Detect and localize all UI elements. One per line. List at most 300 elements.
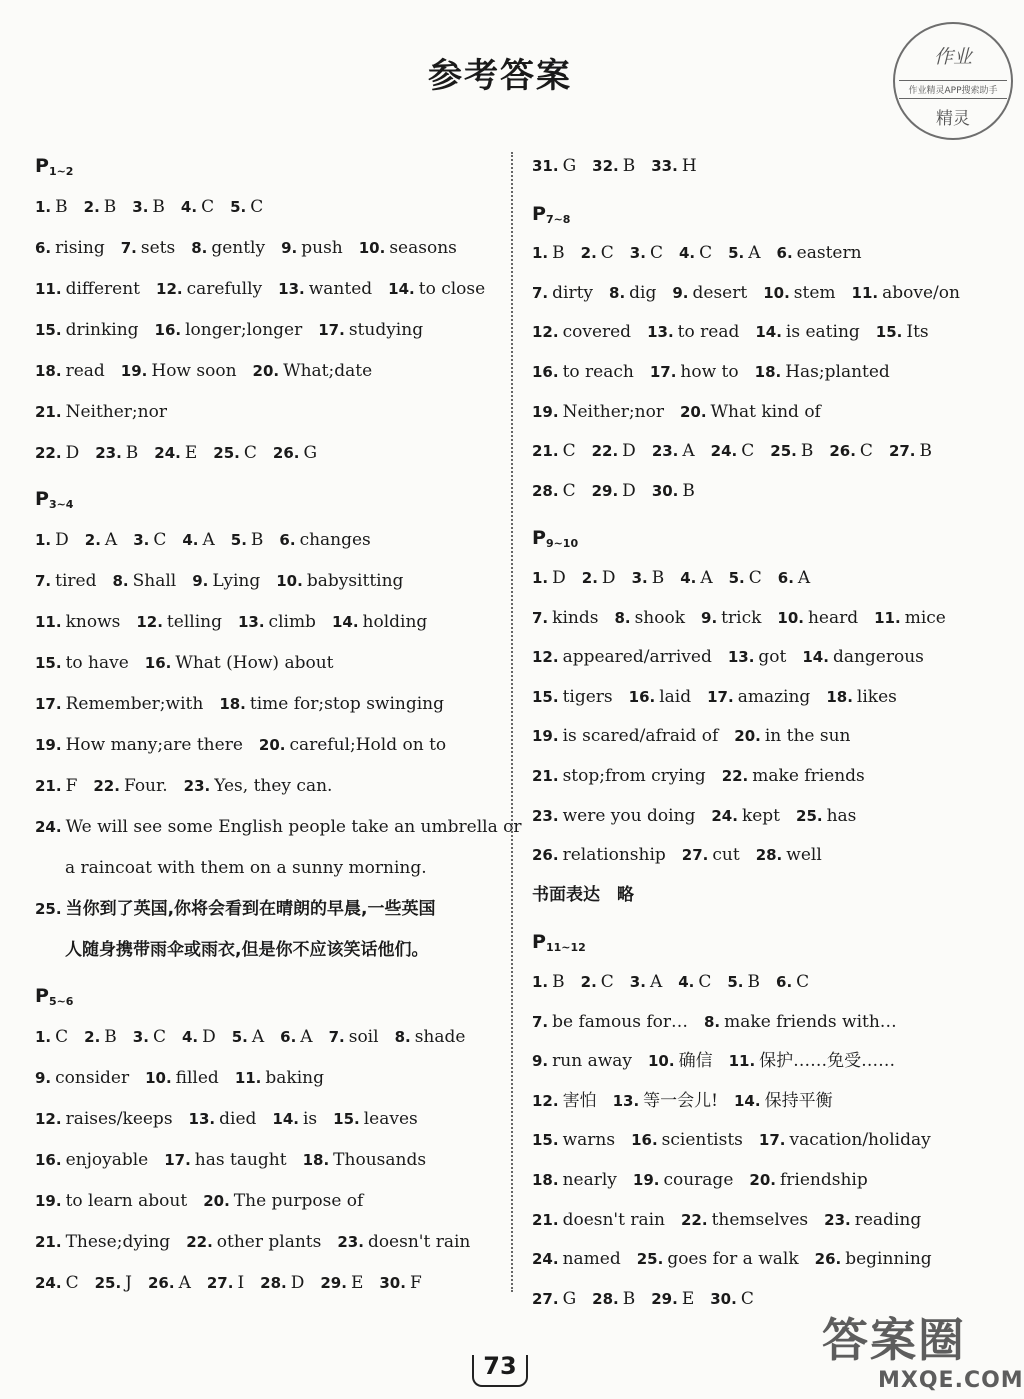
- answer-text: Four.: [123, 776, 168, 796]
- answer-text: above/on: [882, 282, 960, 303]
- answer-text: shade: [414, 1027, 466, 1047]
- question-number: 8.: [394, 1028, 411, 1046]
- question-number: 14.: [331, 613, 359, 631]
- answer-line: [532, 1287, 770, 1311]
- answer-text: C: [250, 197, 264, 217]
- answer-item: [652, 441, 695, 461]
- question-number: 28.: [260, 1274, 287, 1292]
- answer-text: C: [201, 197, 215, 217]
- answer-item: [889, 441, 932, 461]
- question-number: 19.: [120, 362, 148, 380]
- question-number: 15.: [532, 1131, 559, 1150]
- answer-line: [35, 1189, 379, 1213]
- answer-item: [203, 1191, 363, 1211]
- section-letter: P: [532, 202, 546, 225]
- answer-text: well: [786, 845, 822, 866]
- question-number: 1.: [35, 531, 52, 549]
- answer-item: [184, 776, 333, 796]
- answer-line: [532, 320, 945, 344]
- answer-text: B: [622, 156, 636, 176]
- answer-text: E: [350, 1273, 364, 1293]
- answer-item: [259, 735, 446, 755]
- answer-item: [154, 443, 197, 463]
- answer-text: 保持平衡: [764, 1090, 833, 1111]
- question-number: 25.: [796, 806, 823, 825]
- answer-item: [631, 1130, 743, 1150]
- question-number: 9.: [532, 1052, 549, 1071]
- answer-item: [614, 608, 685, 628]
- answer-item: [35, 1191, 187, 1211]
- answer-text: C: [600, 243, 614, 264]
- answer-text: C: [153, 530, 167, 550]
- answer-line: [532, 804, 872, 828]
- answer-text: F: [65, 776, 78, 796]
- question-number: 1.: [532, 569, 549, 587]
- answer-item: [532, 402, 664, 422]
- answer-item: [260, 1273, 304, 1293]
- answer-text: E: [184, 443, 198, 463]
- answer-text: got: [758, 647, 787, 668]
- answer-item: [532, 1051, 632, 1071]
- answer-item: [192, 571, 260, 591]
- answer-text: B: [250, 530, 264, 550]
- answer-item: [637, 1249, 799, 1269]
- answer-text: These;dying: [65, 1232, 171, 1252]
- answer-item: [164, 1150, 286, 1170]
- question-number: 15.: [875, 323, 903, 342]
- question-number: 7.: [328, 1028, 345, 1046]
- answer-item: [148, 1273, 191, 1293]
- question-number: 11.: [874, 608, 901, 627]
- question-number: 26.: [148, 1274, 175, 1292]
- question-number: 3.: [132, 198, 149, 216]
- question-number: 29.: [651, 1289, 678, 1308]
- answer-item: [592, 441, 636, 461]
- answer-line: [35, 277, 501, 301]
- answer-text: J: [125, 1273, 132, 1293]
- answer-item: [388, 279, 485, 299]
- answer-text: named: [562, 1249, 621, 1270]
- answer-text: appeared/arrived: [562, 647, 712, 668]
- answer-item: [755, 362, 890, 382]
- answer-item: [629, 687, 691, 707]
- answer-item: [680, 402, 821, 422]
- answer-item: [35, 443, 79, 463]
- question-number: 14.: [272, 1110, 299, 1128]
- answer-item: [532, 1289, 576, 1309]
- answer-item: [35, 571, 96, 591]
- answer-text: C: [65, 1273, 79, 1293]
- answer-text: leaves: [363, 1109, 418, 1129]
- answer-text: dig: [629, 282, 657, 303]
- answer-item: [633, 1170, 734, 1190]
- answer-item: [35, 402, 167, 422]
- answer-item: [35, 1109, 173, 1129]
- question-number: 23.: [651, 442, 679, 461]
- answer-text: G: [562, 1288, 577, 1309]
- question-number: 24.: [35, 1274, 62, 1292]
- answer-line: [532, 1089, 849, 1113]
- answer-item: [84, 1027, 117, 1047]
- question-number: 5.: [728, 244, 745, 263]
- question-number: 14.: [734, 1091, 761, 1110]
- answer-item: [648, 1051, 713, 1071]
- answer-text: covered: [562, 322, 632, 343]
- answer-text: enjoyable: [65, 1150, 149, 1170]
- question-number: 24.: [154, 444, 181, 462]
- answer-item: [852, 283, 960, 303]
- question-number: 23.: [183, 777, 211, 795]
- answer-item: [581, 243, 614, 263]
- answer-item: [824, 1210, 921, 1230]
- question-number: 1.: [532, 973, 549, 991]
- question-number: 20.: [749, 1171, 776, 1189]
- question-number: 12.: [136, 613, 163, 631]
- answer-text: C: [698, 972, 712, 992]
- answer-line: [532, 1168, 884, 1192]
- answer-text: 害怕: [562, 1090, 597, 1111]
- question-number: 16.: [532, 363, 559, 381]
- question-number: 18.: [754, 363, 782, 381]
- question-number: 23.: [824, 1210, 851, 1229]
- answer-text: 确信: [678, 1051, 713, 1072]
- answer-item: [133, 1027, 166, 1047]
- question-number: 26.: [814, 1250, 842, 1269]
- answer-item: [678, 972, 711, 992]
- answer-text: doesn't rain: [367, 1232, 471, 1252]
- answer-text: C: [55, 1027, 69, 1047]
- answer-text: B: [125, 443, 139, 463]
- answer-item: [532, 283, 593, 303]
- question-number: 11.: [234, 1069, 262, 1087]
- question-number: 30.: [379, 1274, 406, 1292]
- question-number: 16.: [144, 654, 172, 672]
- question-number: 2.: [84, 1028, 101, 1046]
- stamp-text-top: 作业: [933, 46, 972, 68]
- question-number: 4.: [678, 973, 695, 991]
- answer-line: [532, 645, 940, 669]
- answer-text: A: [797, 568, 811, 588]
- section-heading: [532, 930, 586, 960]
- answer-text: to close: [418, 279, 486, 299]
- answer-text: to have: [65, 653, 129, 673]
- answer-text: D: [290, 1273, 305, 1293]
- answer-item: [231, 530, 264, 550]
- answer-item: [532, 972, 565, 992]
- question-number: 8.: [704, 1012, 721, 1031]
- question-number: 17.: [318, 321, 345, 339]
- question-number: 23.: [337, 1233, 364, 1251]
- answer-text: to learn about: [65, 1191, 188, 1211]
- answer-text: A: [202, 530, 215, 550]
- question-number: 27.: [888, 442, 916, 461]
- answer-text: soil: [348, 1027, 379, 1047]
- answer-item: [95, 443, 138, 463]
- answer-item: [711, 806, 780, 826]
- answer-item: [121, 238, 175, 258]
- answer-item: [729, 1051, 896, 1071]
- answer-item: [681, 1210, 808, 1230]
- answer-item: [156, 279, 262, 299]
- section-letter: P: [532, 527, 546, 550]
- answer-item: [35, 817, 521, 837]
- question-number: 11.: [35, 280, 62, 298]
- page-number: 73: [472, 1347, 528, 1387]
- answer-item: [219, 694, 444, 714]
- answer-item: [320, 1273, 363, 1293]
- answer-item: [532, 362, 634, 382]
- answer-line: [35, 1025, 481, 1049]
- answer-item: [279, 530, 370, 550]
- question-number: 18.: [302, 1151, 330, 1169]
- answer-item: [707, 687, 810, 707]
- question-number: 13.: [278, 280, 305, 298]
- answer-text: C: [152, 1027, 166, 1047]
- question-number: 18.: [532, 1171, 559, 1189]
- answer-text: were you doing: [562, 805, 696, 826]
- answer-item: [874, 608, 946, 628]
- question-number: 3.: [631, 569, 648, 587]
- answer-item: [876, 322, 929, 342]
- answer-text: has: [826, 805, 857, 826]
- question-number: 31.: [532, 157, 559, 175]
- answer-item: [532, 845, 666, 865]
- answer-text: warns: [562, 1130, 616, 1151]
- question-number: 10.: [763, 283, 790, 302]
- answer-item: [155, 320, 303, 340]
- section-letter: P: [35, 488, 49, 510]
- answer-text: A: [649, 972, 663, 992]
- question-number: 24.: [711, 806, 738, 825]
- answer-item: [121, 361, 237, 381]
- question-number: 26.: [272, 444, 300, 462]
- question-number: 19.: [35, 1192, 62, 1210]
- answer-text: knows: [65, 612, 121, 632]
- answer-item: [532, 608, 598, 628]
- answer-text: C: [748, 568, 762, 588]
- answer-line: [35, 441, 333, 465]
- question-number: 8.: [112, 572, 129, 590]
- question-number: 3.: [133, 531, 150, 549]
- question-number: 28.: [755, 846, 783, 865]
- answer-text: read: [65, 361, 105, 381]
- answer-item: [35, 653, 129, 673]
- question-number: 27.: [681, 846, 709, 865]
- answer-item: [734, 1091, 833, 1111]
- answer-text: B: [103, 197, 117, 217]
- answer-text: carefully: [186, 279, 263, 299]
- question-number: 9.: [281, 239, 298, 257]
- answer-item: [35, 899, 436, 919]
- answer-text: heard: [807, 607, 859, 628]
- answer-text: Remember;with: [65, 694, 204, 714]
- answer-item: [763, 283, 835, 303]
- question-number: 19.: [35, 736, 62, 754]
- answer-text: Shall: [132, 571, 177, 591]
- question-number: 17.: [164, 1151, 191, 1169]
- answer-line: [532, 1128, 947, 1152]
- answer-text: Lying: [212, 571, 261, 591]
- question-number: 5.: [230, 198, 247, 216]
- answer-item: [829, 441, 873, 461]
- answer-text: F: [409, 1273, 422, 1293]
- answer-text: I: [237, 1273, 245, 1293]
- answer-text: filled: [175, 1068, 219, 1088]
- answer-line: [532, 843, 838, 867]
- answer-line: [35, 318, 439, 342]
- answer-text: stop;from crying: [562, 766, 706, 786]
- answer-text: Neither;nor: [65, 402, 167, 422]
- answer-item: [132, 197, 165, 217]
- question-number: 27.: [532, 1289, 559, 1308]
- answer-text: eastern: [796, 243, 862, 264]
- question-number: 5.: [728, 569, 745, 587]
- answer-item: [679, 243, 712, 263]
- question-number: 1.: [35, 1028, 52, 1046]
- answer-text: tired: [55, 571, 97, 591]
- answer-text: mice: [904, 607, 946, 628]
- answer-item: [35, 694, 203, 714]
- question-number: 13.: [612, 1091, 640, 1110]
- answer-item: [592, 481, 636, 501]
- answer-item: [532, 243, 565, 263]
- answer-text: how to: [680, 362, 739, 382]
- answer-item: [35, 1150, 148, 1170]
- answer-item: [532, 441, 576, 461]
- question-number: 12.: [532, 323, 559, 342]
- answer-text: run away: [552, 1051, 632, 1072]
- answer-item: [755, 322, 859, 342]
- answer-item: [532, 726, 718, 746]
- answer-text: friendship: [779, 1170, 868, 1190]
- answer-item: [35, 279, 140, 299]
- answer-text: G: [562, 156, 577, 176]
- answer-line: [532, 154, 713, 178]
- answer-text: A: [300, 1027, 313, 1047]
- answer-text: C: [562, 480, 576, 501]
- question-number: 9.: [35, 1069, 52, 1087]
- answer-text: B: [552, 972, 565, 992]
- answer-item: [532, 687, 613, 707]
- answer-text: studying: [348, 320, 424, 340]
- answer-text: holding: [362, 612, 428, 632]
- answer-text: careful;Hold on to: [289, 735, 447, 755]
- question-number: 16.: [631, 1131, 658, 1150]
- question-number: 10.: [276, 572, 303, 590]
- question-number: 11.: [728, 1052, 756, 1071]
- question-number: 7.: [532, 283, 549, 302]
- answer-line: [35, 815, 537, 839]
- answer-text: How soon: [151, 361, 237, 381]
- question-number: 3.: [629, 244, 646, 263]
- answer-text: themselves: [711, 1209, 809, 1230]
- answer-text: babysitting: [306, 571, 404, 591]
- answer-text: D: [202, 1027, 216, 1047]
- question-number: 4.: [680, 569, 697, 587]
- question-number: 6.: [35, 239, 52, 257]
- answer-text: dangerous: [832, 647, 924, 668]
- question-number: 9.: [701, 608, 718, 627]
- question-number: 14.: [755, 323, 782, 342]
- question-number: 8.: [614, 608, 631, 627]
- answer-text: A: [104, 530, 118, 550]
- answer-line: [35, 1271, 438, 1295]
- answer-item: [613, 1091, 718, 1111]
- question-number: 5.: [727, 973, 744, 991]
- section-heading: [35, 984, 73, 1014]
- answer-item: [182, 530, 214, 550]
- question-number: 20.: [679, 402, 707, 421]
- answer-item: [303, 1150, 426, 1170]
- answer-item: [182, 1027, 216, 1047]
- answer-item: [280, 1027, 312, 1047]
- section-page-range: 5~6: [48, 995, 74, 1008]
- answer-item: [592, 1289, 635, 1309]
- answer-item: [778, 568, 810, 588]
- answer-item: [728, 647, 787, 667]
- question-number: 7.: [532, 1012, 549, 1031]
- answer-line: [35, 897, 452, 921]
- answer-item: [650, 362, 739, 382]
- answer-item: [230, 197, 263, 217]
- question-number: 7.: [35, 572, 52, 590]
- answer-line: [35, 651, 349, 675]
- answer-line: [35, 359, 388, 383]
- answer-item: [770, 441, 813, 461]
- answer-item: [776, 972, 809, 992]
- answer-text: push: [301, 238, 343, 258]
- section-heading: [35, 154, 73, 184]
- question-number: 18.: [826, 687, 853, 706]
- question-number: 8.: [191, 239, 208, 257]
- question-number: 29.: [320, 1274, 347, 1292]
- question-number: 13.: [727, 648, 755, 667]
- answer-text: make friends with…: [724, 1011, 897, 1032]
- answer-item: [332, 612, 427, 632]
- question-number: 13.: [647, 323, 674, 342]
- answer-text: B: [747, 972, 761, 992]
- answer-item: [145, 1068, 219, 1088]
- answer-text: We will see some English people take an umbrella or: [65, 817, 522, 837]
- answer-line: [532, 281, 976, 305]
- answer-line: [532, 360, 906, 384]
- question-number: 16.: [154, 321, 182, 339]
- answer-text: laid: [659, 686, 692, 707]
- answer-item: [35, 1273, 79, 1293]
- answer-line: [532, 439, 948, 463]
- section-letter: P: [35, 155, 49, 177]
- question-number: 21.: [35, 777, 62, 795]
- question-number: 22.: [186, 1233, 213, 1251]
- question-number: 15.: [333, 1110, 360, 1128]
- answer-text: B: [800, 441, 814, 462]
- question-number: 20.: [203, 1192, 230, 1210]
- answer-text: doesn't rain: [562, 1209, 665, 1230]
- question-number: 27.: [206, 1274, 234, 1292]
- answer-item: [722, 766, 865, 786]
- answer-text: rising: [55, 238, 105, 258]
- question-number: 4.: [678, 244, 696, 263]
- section-page-range: 3~4: [48, 498, 74, 511]
- answer-text: time for;stop swinging: [249, 694, 445, 714]
- question-number: 2.: [84, 531, 101, 549]
- section-letter: P: [35, 985, 49, 1007]
- question-number: 33.: [651, 157, 678, 175]
- question-number: 25.: [35, 900, 62, 918]
- answer-line: [35, 1148, 442, 1172]
- answer-text: telling: [166, 612, 222, 632]
- answer-text: A: [700, 568, 713, 588]
